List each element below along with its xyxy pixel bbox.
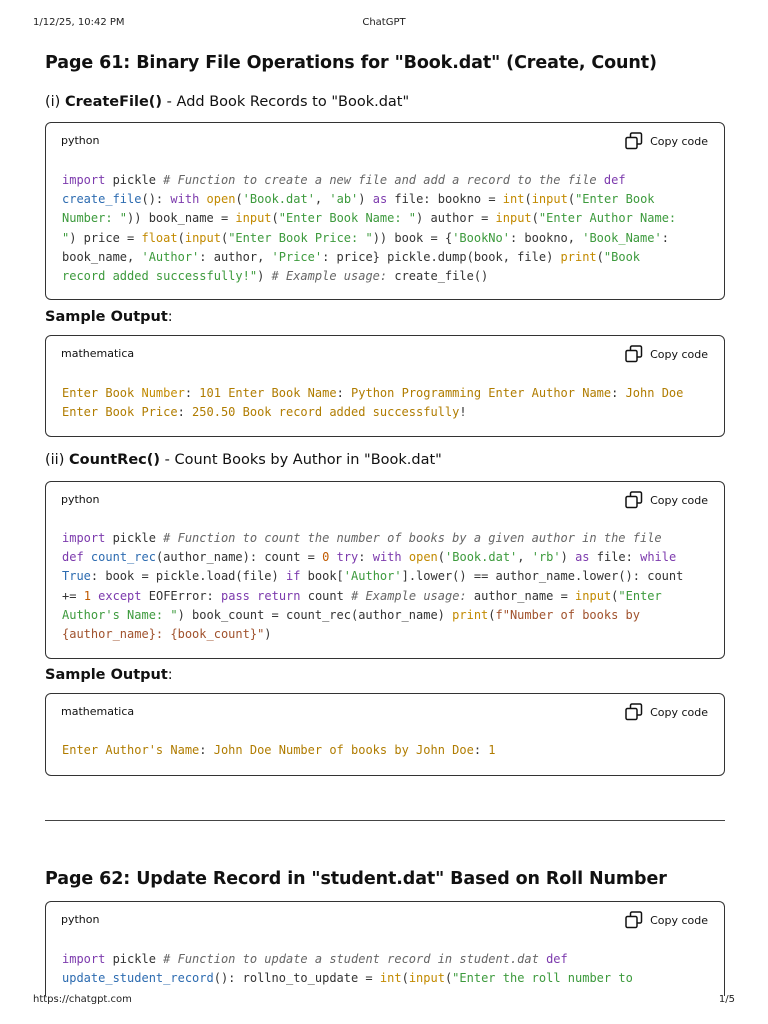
heading-suffix: - Count Books by Author in "Book.dat" [160, 452, 442, 468]
code-token: += [62, 588, 84, 603]
code-token: ) book_count = count_rec(author_name) [177, 607, 453, 622]
code-token: 'Price' [271, 249, 323, 264]
code-token: def [546, 952, 568, 966]
code-token: 1 [488, 743, 496, 757]
code-token: int [379, 971, 402, 986]
heading-suffix: - Add Book Records to "Book.dat" [162, 94, 410, 110]
code-token: : [184, 386, 200, 400]
code-token: 'Book.dat' [242, 192, 315, 207]
sample-output-label-1 [45, 309, 173, 325]
code-block-update-student [45, 901, 725, 996]
code-line [62, 190, 708, 209]
code-token: : book = pickle.load(file) [90, 569, 286, 584]
code-token [199, 192, 206, 206]
code-token: True [62, 569, 91, 584]
code-language: python [61, 913, 100, 926]
copy-code-button[interactable] [625, 701, 708, 723]
heading-function: CountRec() [68, 452, 161, 468]
code-token: int [502, 192, 525, 207]
code-token: import [62, 952, 106, 966]
copy-code-label: Copy code [650, 493, 708, 507]
copy-icon [625, 911, 643, 929]
code-block-create-file [45, 122, 725, 300]
code-token: Number: " [62, 211, 128, 226]
code-header [46, 902, 724, 938]
code-token: , [314, 192, 330, 207]
sample-output-text: Sample Output [45, 667, 168, 683]
code-token: (author_name): count = [155, 550, 323, 565]
code-token: f"Number of books by [495, 607, 640, 622]
print-footer [0, 994, 768, 1008]
code-language: mathematica [61, 347, 135, 360]
code-token: ) [358, 192, 373, 207]
code-token: update_student_record [62, 971, 214, 986]
code-token: record added successfully!" [62, 269, 258, 284]
page-61-title: Page 61: Binary File Operations for "Book.dat" (Create, Count) [45, 53, 657, 73]
code-token [597, 173, 604, 187]
code-token: file: [589, 550, 641, 565]
code-token: pickle [105, 952, 164, 966]
code-token: : [661, 230, 669, 245]
code-token: # Function to create a new file and add a record to the file [163, 173, 597, 187]
code-token: import [62, 173, 106, 187]
code-token: input [495, 211, 532, 226]
code-token: "Enter Author Name: [538, 211, 677, 226]
code-token: : [336, 386, 352, 400]
code-token: EOFError: [141, 588, 221, 603]
code-token: except [98, 588, 142, 603]
code-line [62, 625, 708, 644]
code-token: def [62, 550, 84, 565]
code-line [62, 969, 708, 988]
code-token: def [603, 173, 626, 187]
code-token: John Doe Number of books by John Doe [213, 743, 474, 757]
code-token: # Function to count the number of books by a given author in the file [163, 531, 662, 545]
code-token: 101 Enter Book Name [199, 386, 337, 400]
print-title: ChatGPT [362, 17, 406, 28]
code-token: 'Book_Name' [582, 230, 662, 245]
sample-output-colon: : [167, 309, 173, 325]
copy-code-button[interactable] [625, 343, 708, 365]
code-token: Enter Book Price [62, 405, 178, 420]
code-token: book_name, [62, 249, 142, 264]
code-line [62, 950, 708, 969]
code-token: input [235, 211, 272, 226]
code-body [62, 171, 708, 286]
print-url: https://chatgpt.com [33, 994, 132, 1005]
code-token: 'Author' [141, 249, 200, 264]
copy-code-label: Copy code [650, 134, 708, 148]
code-language: python [61, 134, 100, 147]
code-line [62, 548, 708, 567]
code-token: Enter Author's Name [62, 743, 200, 757]
code-token: 0 [322, 550, 330, 565]
code-line [62, 567, 708, 586]
code-line [62, 529, 708, 548]
copy-code-label: Copy code [650, 705, 708, 719]
code-token: pickle [105, 173, 164, 187]
code-token: with [372, 550, 402, 565]
code-token: Enter Book [62, 386, 142, 400]
code-token: 'BookNo' [452, 230, 510, 245]
code-token: book[ [300, 569, 344, 584]
code-language: python [61, 493, 100, 506]
code-token: open [408, 550, 438, 565]
copy-code-button[interactable] [625, 909, 708, 931]
code-body [62, 741, 708, 760]
code-line [62, 209, 708, 228]
page-62-title: Page 62: Update Record in "student.dat" Based on Roll Number [45, 869, 667, 889]
code-token: ( [220, 230, 229, 245]
code-body [62, 950, 708, 988]
code-line [62, 587, 708, 606]
countrec-heading [45, 452, 442, 468]
code-token: : [611, 386, 626, 400]
code-token: ( [271, 211, 279, 226]
code-token: ( [611, 588, 619, 603]
code-token: , [517, 550, 532, 565]
code-token: )) book_name = [127, 211, 236, 226]
code-token: as [372, 192, 388, 207]
code-token: "Book [603, 249, 641, 264]
code-token: input [408, 971, 445, 986]
code-token: : price} pickle.dump(book, file) [322, 249, 561, 264]
code-token: "Enter [618, 588, 662, 603]
code-body [62, 529, 708, 644]
code-token: while [640, 550, 677, 565]
code-token: print [452, 607, 489, 622]
copy-code-label: Copy code [650, 913, 708, 927]
code-token: pickle [105, 531, 164, 545]
code-token: # Function to update a student record in student.dat [163, 952, 539, 966]
code-token: create_file() [387, 269, 489, 284]
code-token: "Enter the roll number to [452, 971, 633, 986]
code-body [62, 384, 708, 422]
code-token: ( [531, 211, 539, 226]
copy-icon [625, 703, 643, 721]
copy-icon [625, 491, 643, 509]
code-token: print [560, 249, 597, 264]
code-token: 'ab' [329, 192, 359, 207]
code-token: 'rb' [531, 550, 561, 565]
copy-code-button[interactable] [625, 489, 708, 511]
code-token: (): [141, 192, 171, 207]
code-line [62, 171, 708, 190]
code-token: ( [444, 971, 453, 986]
code-token: (): rollno_to_update = [213, 971, 380, 986]
code-token: input [575, 588, 612, 603]
code-token: "Enter Book [575, 192, 655, 207]
code-line [62, 606, 708, 625]
code-token: : [199, 743, 214, 757]
output-block-create-file [45, 335, 725, 437]
code-token: : [177, 405, 193, 420]
code-token: with [170, 192, 200, 207]
code-token: file: bookno = [387, 192, 503, 207]
code-token: import [62, 531, 106, 545]
code-block-count-rec [45, 481, 725, 659]
code-token: pass [221, 588, 250, 603]
code-token: {author_name}: {book_count}" [62, 627, 265, 642]
print-header [0, 17, 768, 31]
code-token: ( [235, 192, 243, 207]
output-block-count-rec [45, 693, 725, 776]
code-token: # Example usage: [271, 269, 388, 284]
code-token: Number [141, 386, 185, 400]
sample-output-label-2 [45, 667, 173, 683]
code-token: input [184, 230, 221, 245]
code-token: ( [177, 230, 185, 245]
code-header [46, 694, 724, 730]
copy-code-button[interactable] [625, 130, 708, 152]
code-token: 'Author' [343, 569, 402, 584]
code-token: ) price = [69, 230, 142, 245]
code-line [62, 403, 708, 422]
copy-icon [625, 132, 643, 150]
code-token: count [300, 588, 352, 603]
code-token: ( [524, 192, 532, 207]
code-token: " [62, 230, 70, 245]
code-token: author_name = [466, 588, 576, 603]
sample-output-text: Sample Output [45, 309, 168, 325]
copy-icon [625, 345, 643, 363]
code-token: input [531, 192, 568, 207]
code-token: as [575, 550, 590, 565]
code-line [62, 741, 708, 760]
code-token: : bookno, [509, 230, 583, 245]
code-token: "Enter Book Price: " [228, 230, 373, 245]
code-line [62, 248, 708, 267]
code-token: try [336, 550, 359, 565]
code-token: Author's Name: " [62, 607, 178, 622]
code-token: open [206, 192, 236, 207]
code-token: Python Programming Enter Author Name [351, 386, 612, 400]
code-token: : author, [199, 249, 272, 264]
print-date: 1/12/25, 10:42 PM [33, 17, 125, 28]
code-token [539, 952, 546, 966]
copy-code-label: Copy code [650, 347, 708, 361]
code-token [329, 550, 336, 564]
code-token: return [257, 588, 301, 603]
code-language: mathematica [61, 705, 135, 718]
code-token: float [141, 230, 178, 245]
code-line [62, 229, 708, 248]
code-token: count_rec [90, 550, 156, 565]
code-token: ( [488, 607, 496, 622]
code-token: # Example usage: [351, 588, 467, 603]
section-divider [45, 820, 725, 821]
code-token: ( [401, 971, 409, 986]
code-line [62, 384, 708, 403]
code-token: John Doe [625, 386, 684, 400]
code-token: ( [437, 550, 446, 565]
code-token: ) [257, 269, 272, 284]
code-token: ) [264, 627, 272, 642]
code-token: ! [459, 405, 467, 420]
heading-function: CreateFile() [64, 94, 163, 110]
code-token: ( [567, 192, 576, 207]
code-header [46, 336, 724, 372]
code-token: )) book = { [372, 230, 453, 245]
code-token [84, 550, 91, 564]
code-token: : [358, 550, 373, 565]
code-header [46, 123, 724, 159]
sample-output-colon: : [167, 667, 173, 683]
code-header [46, 482, 724, 518]
heading-prefix: (ii) [45, 452, 69, 468]
createfile-heading [45, 94, 409, 110]
print-page-number: 1/5 [718, 994, 735, 1005]
code-token: ) [560, 550, 576, 565]
heading-prefix: (i) [45, 94, 65, 110]
code-token: ].lower() == author_name.lower(): count [401, 569, 684, 584]
code-token: : [473, 743, 489, 757]
code-token: ( [596, 249, 604, 264]
code-token: 1 [83, 588, 91, 603]
code-token [402, 550, 409, 564]
code-token: "Enter Book Name: " [278, 211, 417, 226]
code-token: if [285, 569, 301, 584]
code-token: 'Book.dat' [445, 550, 518, 565]
code-line [62, 267, 708, 286]
code-token: 250.50 Book record added successfully [192, 405, 460, 420]
code-token: ) author = [416, 211, 496, 226]
code-token: create_file [62, 192, 142, 207]
